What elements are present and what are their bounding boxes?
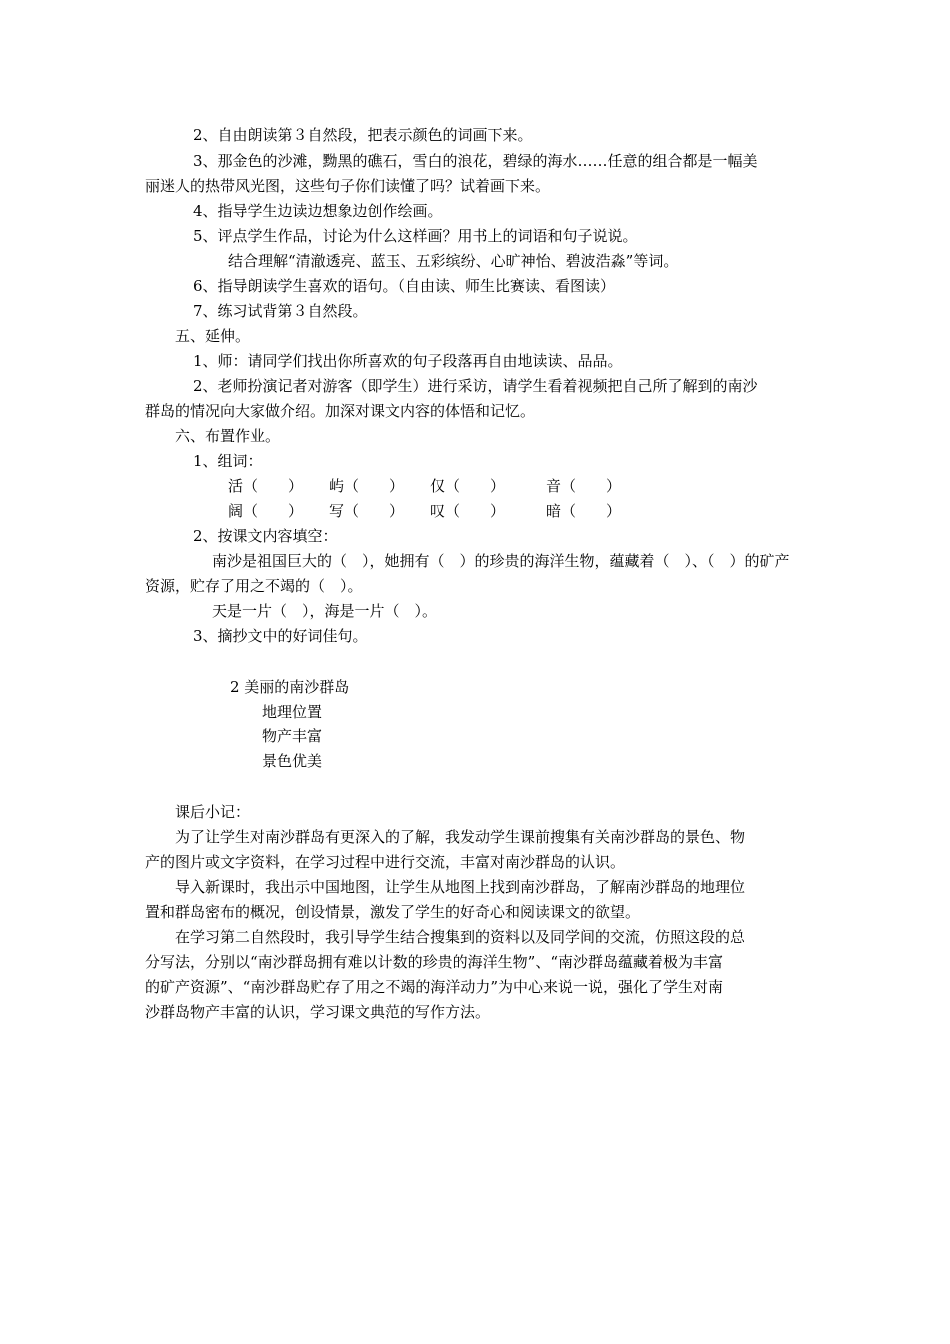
word-blank: 阔（ ） bbox=[228, 502, 304, 520]
homework-item-3: 3、摘抄文中的好词佳句。 bbox=[193, 627, 368, 645]
section-heading-reflection: 课后小记： bbox=[175, 803, 251, 821]
extend-item-1: 1、师：请同学们找出你所喜欢的句子段落再自由地读读、品品。 bbox=[193, 352, 623, 370]
board-point: 景色优美 bbox=[262, 752, 323, 770]
fill-blank-line-2: 资源，贮存了用之不竭的（ ）。 bbox=[145, 577, 363, 595]
board-title: 2 美丽的南沙群岛 bbox=[230, 678, 350, 696]
board-point: 地理位置 bbox=[262, 703, 323, 721]
section-heading-homework: 六、布置作业。 bbox=[175, 427, 281, 445]
reflection-paragraph-3-cont: 沙群岛物产丰富的认识，学习课文典范的写作方法。 bbox=[145, 1003, 491, 1021]
fill-blank-line-3: 天是一片（ ），海是一片（ ）。 bbox=[212, 602, 438, 620]
teaching-step-3: 3、那金色的沙滩，黝黑的礁石，雪白的浪花，碧绿的海水……任意的组合都是一幅美 bbox=[193, 152, 758, 170]
reflection-paragraph-3: 在学习第二自然段时，我引导学生结合搜集到的资料以及同学间的交流，仿照这段的总 bbox=[175, 928, 746, 946]
teaching-step-7: 7、练习试背第３自然段。 bbox=[193, 302, 368, 320]
section-heading-extend: 五、延伸。 bbox=[175, 327, 251, 345]
teaching-step-4: 4、指导学生边读边想象边创作绘画。 bbox=[193, 202, 443, 220]
homework-item-2: 2、按课文内容填空： bbox=[193, 527, 338, 545]
word-blank: 叹（ ） bbox=[430, 502, 506, 520]
reflection-paragraph-2-cont: 置和群岛密布的概况，创设情景，激发了学生的好奇心和阅读课文的欲望。 bbox=[145, 903, 641, 921]
teaching-step-5-note: 结合理解“清澈透亮、蓝玉、五彩缤纷、心旷神怡、碧波浩淼”等词。 bbox=[228, 252, 679, 270]
reflection-paragraph-3-cont: 分写法，分别以“南沙群岛拥有难以计数的珍贵的海洋生物”、“南沙群岛蕴藏着极为丰富 bbox=[145, 953, 724, 971]
teaching-step-5: 5、评点学生作品，讨论为什么这样画？用书上的词语和句子说说。 bbox=[193, 227, 638, 245]
fill-blank-line-1: 南沙是祖国巨大的（ ），她拥有（ ）的珍贵的海洋生物，蕴藏着（ ）、（ ）的矿产 bbox=[212, 552, 790, 570]
extend-item-2: 2、老师扮演记者对游客（即学生）进行采访，请学生看着视频把自己所了解到的南沙 bbox=[193, 377, 758, 395]
word-blank: 活（ ） bbox=[228, 477, 304, 495]
reflection-paragraph-1-cont: 产的图片或文字资料，在学习过程中进行交流，丰富对南沙群岛的认识。 bbox=[145, 853, 626, 871]
board-point: 物产丰富 bbox=[262, 727, 323, 745]
word-blank: 暗（ ） bbox=[546, 502, 622, 520]
reflection-paragraph-1: 为了让学生对南沙群岛有更深入的了解，我发动学生课前搜集有关南沙群岛的景色、物 bbox=[175, 828, 746, 846]
word-blank: 音（ ） bbox=[546, 477, 622, 495]
homework-item-1: 1、组词： bbox=[193, 452, 263, 470]
teaching-step-6: 6、指导朗读学生喜欢的语句。（自由读、师生比赛读、看图读） bbox=[193, 277, 616, 295]
word-blank: 仅（ ） bbox=[430, 477, 506, 495]
word-blank: 屿（ ） bbox=[329, 477, 405, 495]
teaching-step-3-cont: 丽迷人的热带风光图，这些句子你们读懂了吗？试着画下来。 bbox=[145, 177, 551, 195]
reflection-paragraph-2: 导入新课时，我出示中国地图，让学生从地图上找到南沙群岛，了解南沙群岛的地理位 bbox=[175, 878, 746, 896]
word-blank: 写（ ） bbox=[329, 502, 405, 520]
reflection-paragraph-3-cont: 的矿产资源”、“南沙群岛贮存了用之不竭的海洋动力”为中心来说一说，强化了学生对南 bbox=[145, 978, 724, 996]
teaching-step-2: 2、自由朗读第３自然段，把表示颜色的词画下来。 bbox=[193, 126, 533, 144]
extend-item-2-cont: 群岛的情况向大家做介绍。加深对课文内容的体悟和记忆。 bbox=[145, 402, 536, 420]
